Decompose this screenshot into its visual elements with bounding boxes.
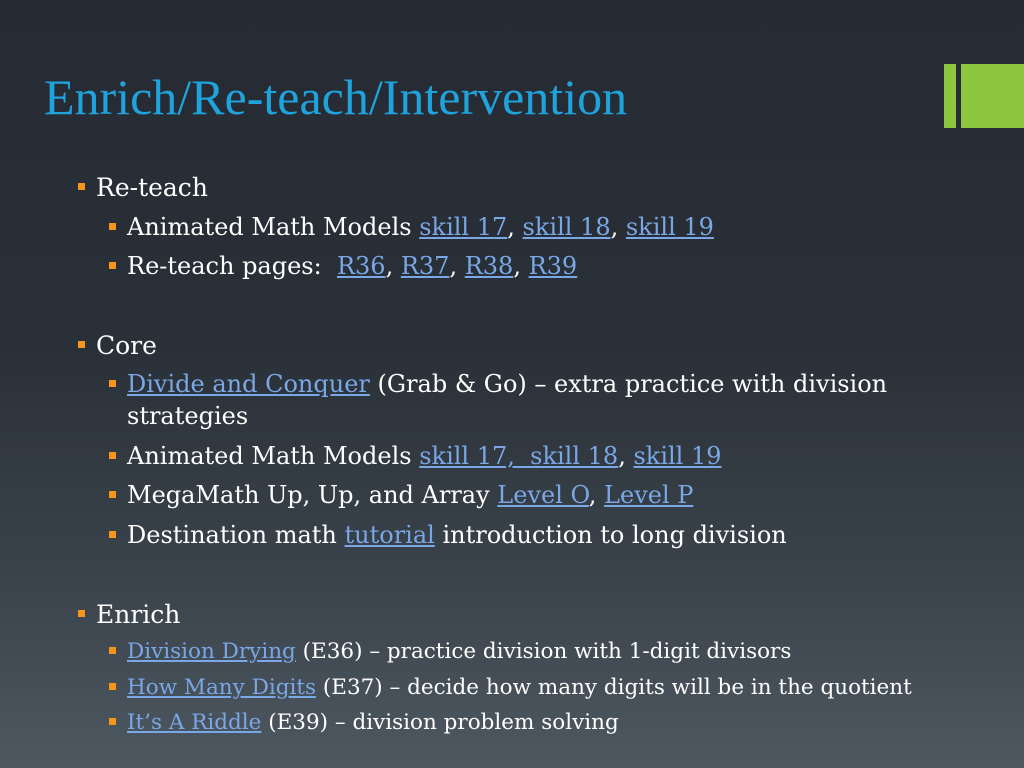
bullet-marker xyxy=(78,183,85,190)
bullet-marker xyxy=(109,380,116,387)
bullet-marker xyxy=(109,223,116,230)
link-skill-17-18[interactable]: skill 17, skill 18 xyxy=(419,442,619,470)
link-divide-and-conquer[interactable]: Divide and Conquer xyxy=(127,370,370,398)
link-its-a-riddle[interactable]: It’s A Riddle xyxy=(127,710,262,735)
heading-core: Core xyxy=(96,331,157,360)
bullet-enrich-digits xyxy=(127,675,912,700)
link-how-many-digits[interactable]: How Many Digits xyxy=(127,675,317,700)
bullet-reteach xyxy=(96,173,208,202)
bullet-marker xyxy=(109,683,116,690)
link-r36[interactable]: R36 xyxy=(336,252,386,280)
bullet-marker xyxy=(109,262,116,269)
separator: , xyxy=(507,213,523,241)
bullet-core-megamath xyxy=(127,481,693,509)
amm-label: Animated Math Models xyxy=(127,442,420,470)
bullet-enrich-drying xyxy=(127,639,791,664)
megamath-label: MegaMath Up, Up, and Array xyxy=(127,481,498,509)
divide-description-cont: strategies xyxy=(127,402,249,430)
bullet-marker xyxy=(109,452,116,459)
reteach-pages-label: Re-teach pages: xyxy=(127,252,337,280)
bullet-reteach-amm xyxy=(127,213,714,241)
link-r38[interactable]: R38 xyxy=(464,252,514,280)
bullet-marker xyxy=(78,341,85,348)
bullet-core-divide-cont xyxy=(127,402,248,430)
separator: , xyxy=(588,481,605,509)
separator: , xyxy=(449,252,465,280)
bullet-enrich-riddle xyxy=(127,710,619,735)
separator: , xyxy=(618,442,634,470)
destination-description: introduction to long division xyxy=(434,521,787,549)
bullet-marker xyxy=(78,610,85,617)
riddle-description: (E39) – division problem solving xyxy=(261,710,619,735)
link-skill-19[interactable]: skill 19 xyxy=(625,213,714,241)
link-level-p[interactable]: Level P xyxy=(604,481,694,509)
bullet-core-destination xyxy=(127,521,787,549)
bullet-marker xyxy=(109,491,116,498)
bullet-reteach-pages xyxy=(127,252,577,280)
bullet-core-divide xyxy=(127,370,887,398)
bullet-marker xyxy=(109,531,116,538)
heading-enrich: Enrich xyxy=(96,600,181,629)
bullet-core-amm xyxy=(127,442,722,470)
separator: , xyxy=(385,252,401,280)
link-skill-18[interactable]: skill 18 xyxy=(522,213,611,241)
link-r37[interactable]: R37 xyxy=(400,252,450,280)
link-skill-19[interactable]: skill 19 xyxy=(633,442,722,470)
divide-description: (Grab & Go) – extra practice with division xyxy=(369,370,888,398)
bullet-marker xyxy=(109,718,116,725)
link-r39[interactable]: R39 xyxy=(528,252,578,280)
link-level-o[interactable]: Level O xyxy=(497,481,589,509)
link-skill-17[interactable]: skill 17 xyxy=(419,213,508,241)
separator: , xyxy=(513,252,529,280)
destination-label: Destination math xyxy=(127,521,345,549)
heading-reteach: Re-teach xyxy=(96,173,208,202)
bullet-marker xyxy=(109,647,116,654)
bullet-core xyxy=(96,331,157,360)
slide-title: Enrich/Re-teach/Intervention xyxy=(44,69,628,125)
separator: , xyxy=(610,213,626,241)
digits-description: (E37) – decide how many digits will be in the quotient xyxy=(316,675,912,700)
link-division-drying[interactable]: Division Drying xyxy=(127,639,296,664)
link-tutorial[interactable]: tutorial xyxy=(344,521,435,549)
amm-label: Animated Math Models xyxy=(127,213,420,241)
bullet-enrich xyxy=(96,600,180,629)
drying-description: (E36) – practice division with 1-digit divisors xyxy=(295,639,792,664)
